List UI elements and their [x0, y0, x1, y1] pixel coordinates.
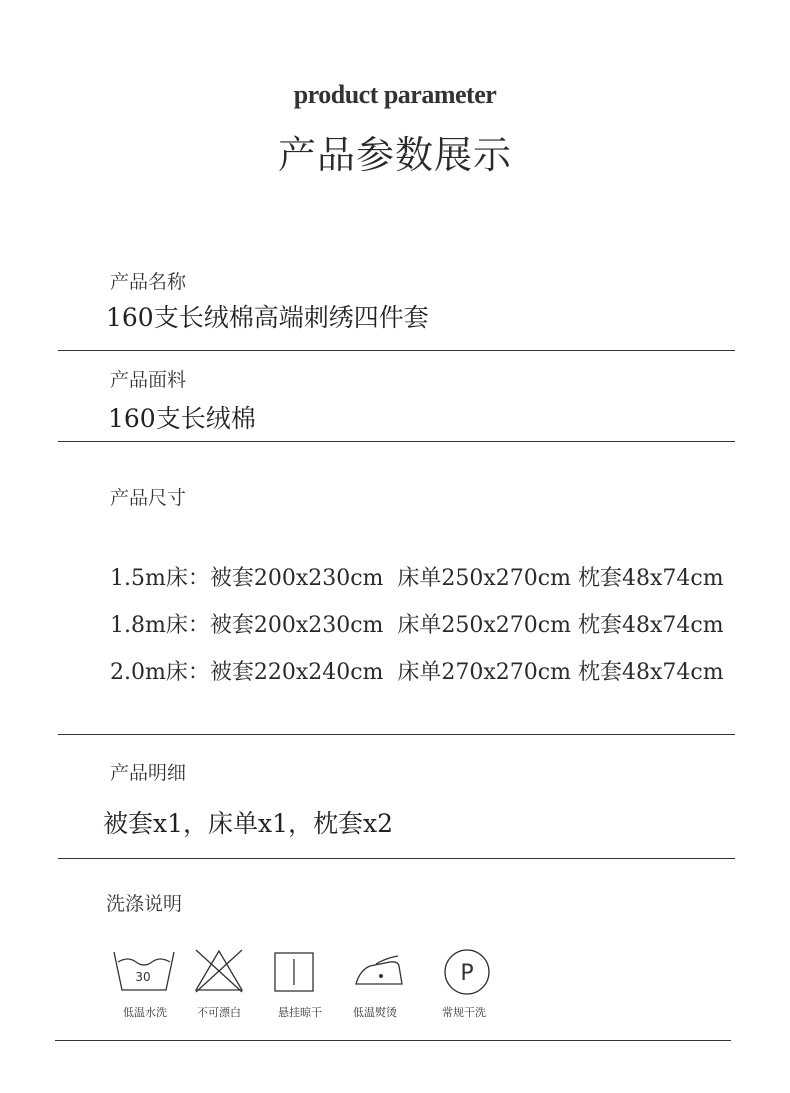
- low-iron-icon: [346, 948, 416, 1000]
- product-name-value: 160支长绒棉高端刺绣四件套: [106, 303, 429, 332]
- hang-dry-caption: 悬挂晾干: [278, 1006, 322, 1019]
- divider: [58, 734, 735, 735]
- detail-label: 产品明细: [110, 762, 187, 784]
- dry-clean-letter: P: [460, 961, 474, 986]
- low-iron-caption: 低温熨烫: [353, 1006, 397, 1019]
- hang-dry-icon: [262, 948, 332, 1000]
- size-label: 产品尺寸: [110, 487, 187, 509]
- page-title: 产品参数展示: [277, 133, 512, 177]
- no-bleach-icon: [186, 948, 256, 1000]
- fabric-value: 160支长绒棉: [108, 404, 256, 433]
- fabric-label: 产品面料: [110, 369, 187, 391]
- product-name-label: 产品名称: [110, 271, 187, 293]
- divider: [58, 350, 735, 351]
- no-bleach-caption: 不可漂白: [197, 1006, 241, 1019]
- wash-30-icon: [110, 948, 180, 1000]
- size-row-1-5m: 1.5m床：被套200x230cm 床单250x270cm 枕套48x74cm: [110, 566, 724, 591]
- wash-temp-text: 30: [135, 970, 151, 984]
- page-subtitle: product parameter: [293, 80, 497, 109]
- dry-clean-icon: [432, 946, 502, 998]
- divider: [58, 858, 735, 859]
- care-label: 洗涤说明: [106, 893, 183, 915]
- divider: [58, 441, 735, 442]
- dry-clean-caption: 常规干洗: [442, 1006, 486, 1019]
- size-row-1-8m: 1.8m床：被套200x230cm 床单250x270cm 枕套48x74cm: [110, 613, 724, 638]
- size-row-2-0m: 2.0m床：被套220x240cm 床单270x270cm 枕套48x74cm: [110, 660, 724, 685]
- divider: [55, 1040, 731, 1041]
- detail-value: 被套x1，床单x1，枕套x2: [103, 809, 394, 838]
- wash-caption: 低温水洗: [123, 1006, 167, 1019]
